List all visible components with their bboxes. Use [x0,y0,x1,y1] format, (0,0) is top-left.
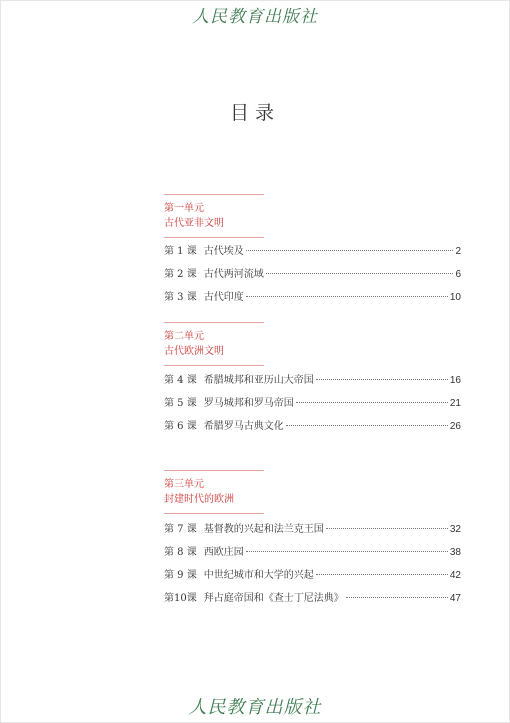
unit-divider [164,194,264,195]
unit-number: 第一单元 [164,203,204,214]
page-title: 目录 [229,102,280,124]
page-number: 10 [449,292,461,303]
lesson-number: 第 3 课 [164,292,197,303]
page-number: 21 [449,398,461,409]
unit-header-1 [164,194,264,238]
lesson-number: 第 6 课 [164,421,197,432]
lesson-title: 拜占庭帝国和《查士丁尼法典》 [203,593,344,604]
lesson-title: 古代两河流域 [203,269,264,280]
page-number: 38 [449,547,461,558]
lesson-title: 古代印度 [203,292,244,303]
toc-entry[interactable] [164,397,461,411]
page-number: 16 [449,375,461,386]
lesson-number: 第 2 课 [164,269,197,280]
unit-name: 封建时代的欧洲 [164,494,234,505]
unit-number: 第二单元 [164,331,204,342]
leader-dots [296,402,448,403]
lesson-title: 希腊城邦和亚历山大帝国 [203,375,314,386]
lesson-number: 第 8 课 [164,547,197,558]
page-number: 47 [449,593,461,604]
page-number: 42 [449,570,461,581]
toc-entry[interactable] [164,245,461,259]
unit-number: 第三单元 [164,479,204,490]
leader-dots [316,379,448,380]
page-number: 32 [449,524,461,535]
unit-divider [164,470,264,471]
lesson-title: 希腊罗马古典文化 [203,421,284,432]
lesson-number: 第 1 课 [164,246,197,257]
lesson-number: 第 4 课 [164,375,197,386]
page-number: 26 [449,421,461,432]
publisher-logo: 人民教育出版社 [188,697,322,718]
leader-dots [266,273,454,274]
toc-entry[interactable] [164,374,461,388]
lesson-number: 第 5 课 [164,398,197,409]
lesson-number: 第 9 课 [164,570,197,581]
page-number: 6 [455,269,461,280]
lesson-title: 古代埃及 [203,246,244,257]
unit-name: 古代亚非文明 [164,218,224,229]
page-number: 2 [455,246,461,257]
toc-entry[interactable] [164,291,461,305]
unit-header-2 [164,322,264,366]
lesson-number: 第 7 课 [164,524,197,535]
unit-name: 古代欧洲文明 [164,346,224,357]
toc-entry[interactable] [164,546,461,560]
unit-header-3 [164,470,264,514]
unit-divider [164,365,264,366]
unit-divider [164,237,264,238]
toc-entry[interactable] [164,592,461,606]
leader-dots [316,574,448,575]
leader-dots [346,597,448,598]
leader-dots [246,551,448,552]
publisher-logo: 人民教育出版社 [192,7,318,27]
toc-entry[interactable] [164,569,461,583]
lesson-number: 第10课 [164,593,197,604]
lesson-title: 中世纪城市和大学的兴起 [203,570,314,581]
leader-dots [246,250,454,251]
leader-dots [286,425,448,426]
toc-entry[interactable] [164,420,461,434]
lesson-title: 罗马城邦和罗马帝国 [203,398,294,409]
lesson-title: 基督教的兴起和法兰克王国 [203,524,324,535]
toc-entry[interactable] [164,268,461,282]
unit-divider [164,322,264,323]
toc-entry[interactable] [164,523,461,537]
leader-dots [246,296,448,297]
leader-dots [326,528,448,529]
unit-divider [164,513,264,514]
lesson-title: 西欧庄园 [203,547,244,558]
